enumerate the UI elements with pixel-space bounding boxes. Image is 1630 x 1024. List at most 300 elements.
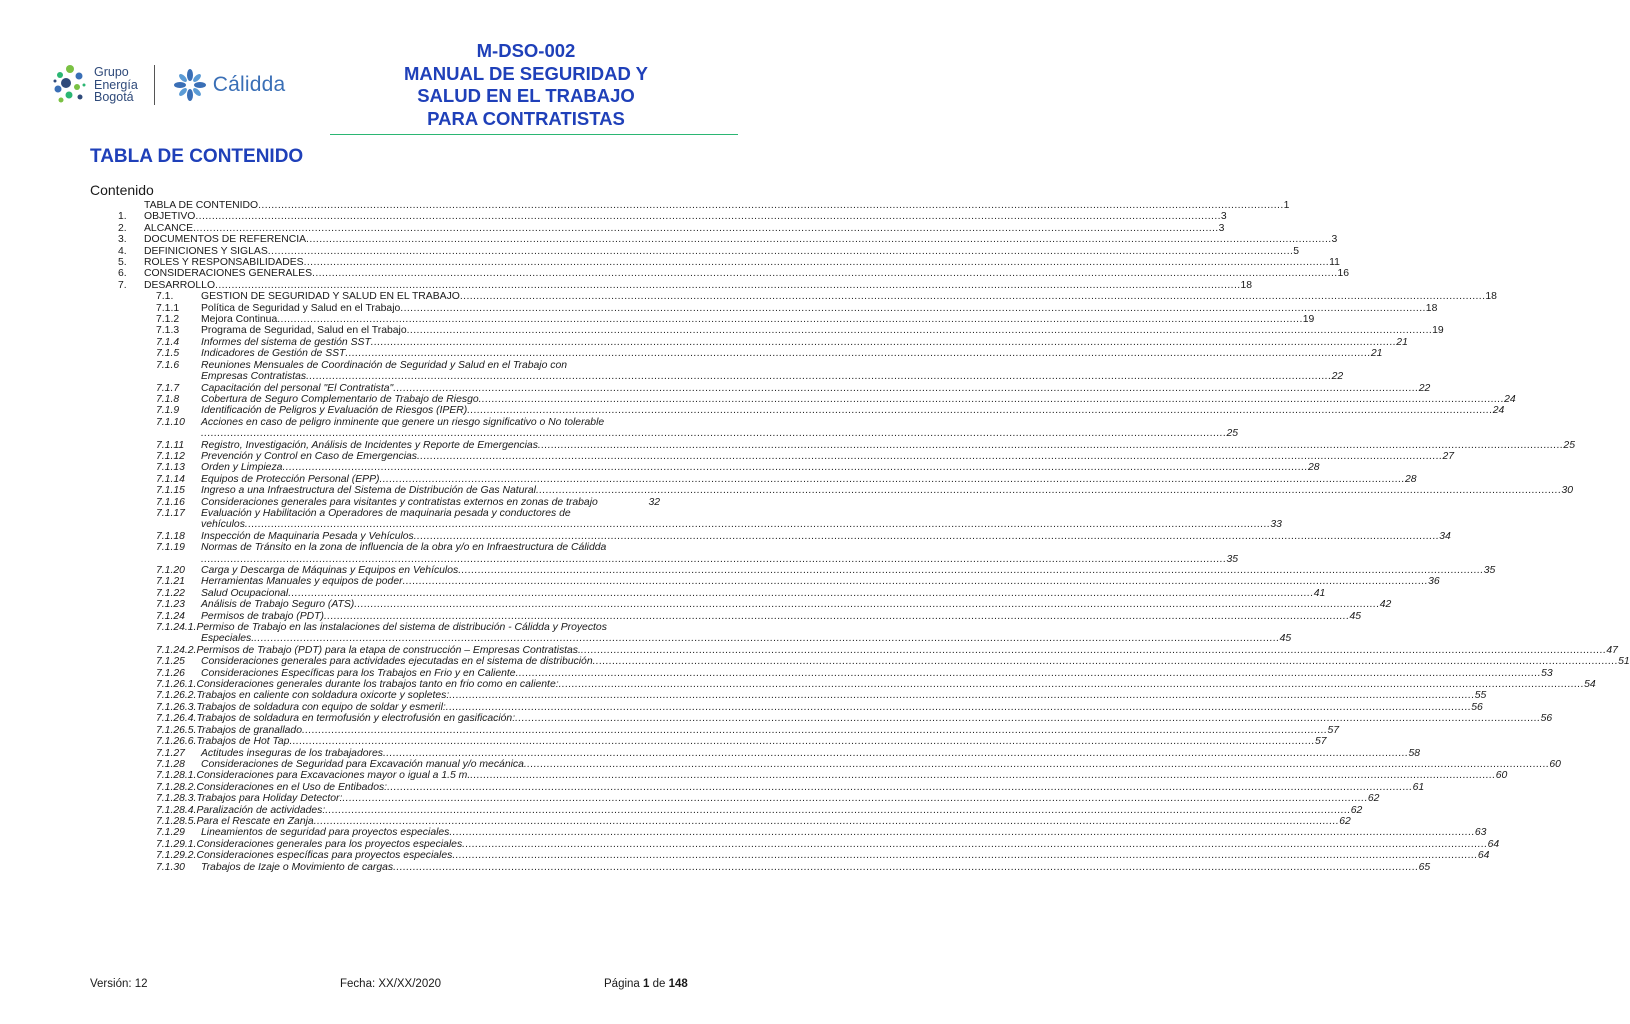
toc-leader-dots (387, 782, 1413, 793)
toc-entry-title: Análisis de Trabajo Seguro (ATS) (201, 599, 355, 611)
toc-entry-title: Inspección de Maquinaria Pesada y Vehículos (201, 530, 414, 542)
toc-entry[interactable] (156, 302, 1438, 314)
toc-entry-title: Ingreso a una Infraestructura del Sistema de Distribución de Gas Natural (201, 485, 536, 497)
toc-entry-title: DOCUMENTOS DE REFERENCIA (144, 234, 307, 246)
toc-leader-dots (289, 736, 1315, 747)
toc-entry-number: 7.1.18 (156, 530, 185, 542)
toc-entry-page: 28 (1404, 473, 1417, 485)
toc-entry-number: 7.1.27 (156, 747, 185, 759)
toc-entry[interactable] (156, 291, 1497, 303)
toc-leader-dots (245, 519, 1271, 530)
toc-entry-title: Mejora Continua (201, 314, 278, 326)
calidda-logo (173, 68, 286, 102)
toc-leader-dots (393, 383, 1419, 394)
toc-entry-page: 1 (1283, 200, 1290, 211)
toc-entry-page: 41 (1313, 587, 1326, 599)
toc-entry-title: Registro, Investigación, Análisis de Incidentes y Reporte de Emergencias (201, 439, 538, 451)
toc-entry[interactable] (156, 770, 1508, 782)
toc-entry[interactable] (156, 644, 1618, 656)
geb-line-2: Energía (94, 77, 138, 92)
toc-entry-title: Capacitación del personal "El Contratista" (201, 382, 394, 394)
toc-entry-number: 7.1.22 (156, 587, 185, 599)
toc-entry-page: 3 (1331, 234, 1338, 246)
toc-entry-page: 18 (1485, 291, 1497, 303)
toc-entry-page: 62 (1350, 804, 1363, 816)
toc-entry[interactable] (156, 804, 1363, 816)
geb-wordmark (94, 66, 138, 104)
toc-entry[interactable] (156, 838, 1500, 850)
toc-entry-title: Normas de Tránsito en la zona de influencia de la obra y/o en Infraestructura de Cálidda (201, 542, 607, 554)
toc-entry[interactable] (156, 701, 1483, 713)
toc-entry[interactable] (156, 599, 1392, 611)
toc-entry[interactable] (156, 473, 1417, 485)
toc-entry[interactable] (156, 485, 1574, 497)
toc-leader-dots (467, 405, 1493, 416)
toc-entry-number: 7.1.26.2. (156, 690, 197, 702)
toc-entry-number: 7.1.30 (156, 861, 185, 873)
toc-entry[interactable] (156, 667, 1553, 679)
toc-entry[interactable] (118, 222, 1225, 234)
toc-entry-number: 7.1.14 (156, 473, 185, 485)
toc-entry-title: Permiso de Trabajo en las instalaciones del sistema de distribución - Cálidda y Proyectos (196, 622, 607, 634)
toc-entry-number: 7.1.5 (156, 348, 180, 360)
logos (52, 62, 285, 108)
toc-leader-dots (354, 599, 1380, 610)
toc-entry-page: 57 (1314, 736, 1327, 748)
toc-entry-title: Herramientas Manuales y equipos de poder (201, 576, 403, 588)
toc-leader-dots (306, 234, 1332, 245)
toc-leader-dots (559, 679, 1585, 690)
toc-entry-number: 7.1.23 (156, 599, 185, 611)
toc-leader-dots (446, 702, 1472, 713)
toc-leader-dots (324, 611, 1350, 622)
toc-entry-page: 19 (1302, 314, 1315, 326)
toc-leader-dots (314, 816, 1340, 827)
toc-entry-number: 7.1.28.4. (156, 804, 197, 816)
toc-entry-page: 24 (1492, 405, 1505, 417)
toc-leader-dots (201, 554, 1227, 565)
toc-entry-title: Permisos de Trabajo (PDT) para la etapa de construcción – Empresas Contratistas. (196, 644, 581, 656)
toc-entry[interactable] (156, 850, 1490, 862)
toc-entry-title: OBJETIVO (144, 211, 196, 223)
toc-leader-dots (193, 223, 1219, 234)
toc-entry-continuation[interactable] (201, 519, 1282, 531)
document-code: M-DSO-002 (476, 40, 576, 61)
toc-entry-number: 7.1.21 (156, 576, 185, 588)
toc-entry-page: 11 (1329, 257, 1340, 269)
toc-leader-dots (538, 440, 1564, 451)
toc-entry[interactable] (156, 542, 660, 553)
toc-entry-title: Identificación de Peligros y Evaluación de Riesgos (IPER) (201, 405, 468, 417)
page-of: de (652, 978, 666, 990)
toc-leader-dots (452, 850, 1478, 861)
toc-entry[interactable] (156, 679, 1596, 691)
toc-entry-page: 62 (1367, 793, 1380, 805)
toc-entry-page: 64 (1477, 850, 1490, 862)
toc-entry-title: Para el Rescate en Zanja (196, 815, 314, 827)
toc-entry[interactable] (156, 439, 1575, 451)
toc-entry-title: Prevención y Control en Caso de Emergencias (201, 450, 418, 462)
toc-entry[interactable] (156, 405, 1505, 417)
toc-leader-dots (581, 645, 1607, 656)
toc-entry-title: Consideraciones generales para actividades ejecutadas en el sistema de distribución (201, 656, 593, 668)
document-header (330, 40, 722, 130)
toc-entry[interactable] (156, 736, 1327, 748)
toc-entry[interactable] (156, 724, 1340, 736)
table-of-contents (118, 200, 1630, 873)
toc-entry[interactable] (156, 462, 1320, 474)
toc-entry-title: DESARROLLO (144, 279, 216, 291)
toc-entry-number: 7.1. (156, 291, 174, 303)
toc-entry-title: Orden y Limpieza (201, 462, 283, 474)
toc-entry[interactable] (156, 827, 1487, 839)
toc-entry-number: 7.1.1 (156, 302, 180, 314)
toc-entry-number: 6. (118, 268, 127, 280)
toc-entry-title: Evaluación y Habilitación a Operadores de maquinaria pesada y conductores de (201, 507, 571, 519)
toc-entry[interactable] (156, 622, 660, 633)
toc-entry-number: 7.1.26 (156, 667, 185, 679)
toc-entry-number: 7.1.3 (156, 325, 180, 337)
toc-leader-dots (304, 257, 1330, 268)
toc-entry-number: 7.1.26.4. (156, 713, 197, 725)
toc-entry-title-continued: Empresas Contratistas (201, 371, 307, 383)
toc-entry-title: Permisos de trabajo (PDT) (201, 610, 324, 622)
toc-entry-number: 7.1.28.1. (156, 770, 197, 782)
toc-entry-number: 7.1.28.3. (156, 793, 197, 805)
toc-entry-number: 7.1.29.1. (156, 838, 197, 850)
toc-entry-title: Informes del sistema de gestión SST (201, 336, 371, 348)
toc-entry-number: 7.1.28 (156, 758, 185, 770)
toc-entry-number: 7.1.28.2. (156, 781, 197, 793)
calidda-wordmark: Cálidda (212, 73, 286, 96)
toc-entry-title-continued: vehículos (201, 519, 245, 531)
toc-entry-title: Política de Seguridad y Salud en el Trabajo (201, 302, 401, 314)
toc-leader-dots (393, 862, 1419, 873)
toc-entry-number: 7.1.25 (156, 656, 185, 668)
toc-entry-page: 27 (1442, 450, 1455, 462)
toc-entry-page: 21 (1396, 336, 1408, 348)
toc-entry-page: 3 (1220, 211, 1227, 223)
toc-entry-number: 7.1.24 (156, 610, 185, 622)
toc-entry-title: Consideraciones generales para visitantes y contratistas externos en zonas de trabajo (201, 496, 598, 508)
toc-entry-number: 7.1.29.2. (156, 850, 197, 862)
toc-entry[interactable] (156, 530, 1451, 542)
toc-entry[interactable] (156, 325, 1444, 337)
toc-leader-dots (458, 565, 1484, 576)
toc-leader-dots (515, 713, 1541, 724)
calidda-flower-icon (173, 68, 207, 102)
toc-entry[interactable] (156, 360, 660, 371)
toc-leader-dots (383, 748, 1409, 759)
toc-leader-dots (345, 348, 1371, 359)
toc-entry-number: 7.1.26.6. (156, 736, 197, 748)
toc-entry-title: Actitudes inseguras de los trabajadores (201, 747, 383, 759)
toc-entry-number: 7.1.11 (156, 439, 185, 451)
toc-leader-dots (414, 531, 1440, 542)
toc-entry[interactable] (156, 781, 1425, 793)
toc-leader-dots (302, 725, 1328, 736)
toc-leader-dots (306, 371, 1332, 382)
toc-entry-page: 35 (1483, 565, 1496, 576)
toc-entry[interactable] (156, 417, 660, 428)
toc-leader-dots (379, 474, 1405, 485)
toc-entry-number: 7.1.24.1. (156, 622, 197, 634)
toc-leader-dots (288, 588, 1314, 599)
toc-leader-dots (258, 200, 1284, 211)
toc-entry[interactable] (156, 348, 1383, 360)
toc-entry-page: 33 (1270, 519, 1282, 531)
toc-entry-page: 22 (1331, 371, 1344, 383)
toc-leader-dots (400, 303, 1426, 314)
toc-entry-page: 32 (648, 496, 660, 508)
toc-entry-number: 7.1.6 (156, 359, 180, 371)
toc-entry-number: 7.1.20 (156, 565, 185, 576)
toc-entry-number: 7.1.9 (156, 405, 180, 417)
toc-entry-page: 25 (1563, 439, 1575, 451)
toc-entry-page: 60 (1495, 770, 1508, 782)
toc-entry-page: 53 (1541, 667, 1553, 679)
toc-entry-page: 45 (1279, 633, 1292, 645)
toc-entry[interactable] (156, 450, 1455, 462)
toc-entry-page: 57 (1327, 724, 1340, 736)
toc-leader-dots (449, 690, 1475, 701)
toc-entry-page: 18 (1240, 279, 1253, 291)
toc-entry[interactable] (156, 587, 1326, 599)
toc-leader-dots (593, 656, 1619, 667)
toc-entry[interactable] (156, 815, 1351, 827)
grupo-energia-bogota-logo (52, 63, 138, 107)
toc-entry-page: 60 (1549, 758, 1561, 770)
toc-entry-page: 56 (1540, 713, 1553, 725)
toc-entry-number: 7.1.19 (156, 542, 185, 554)
toc-entry-number: 3. (118, 234, 127, 246)
toc-entry-title: Programa de Seguridad, Salud en el Trabajo (201, 325, 407, 337)
footer-date: Fecha: XX/XX/2020 (340, 978, 442, 990)
toc-entry-page: 22 (1418, 382, 1431, 394)
toc-entry-title: Trabajos en caliente con soldadura oxicorte y sopletes: (196, 690, 450, 702)
document-title-line-2: SALUD EN EL TRABAJO (417, 85, 635, 106)
toc-heading: TABLA DE CONTENIDO (90, 146, 304, 167)
toc-entry-title: Trabajos de soldadura en termofusión y electrofusión en gasificación: (196, 713, 516, 725)
toc-entry-page: 58 (1408, 747, 1421, 759)
toc-leader-dots (268, 246, 1294, 257)
toc-entry[interactable] (156, 382, 1431, 394)
geb-line-1: Grupo (94, 65, 129, 80)
toc-leader-dots (524, 759, 1550, 770)
toc-entry-title: Trabajos para Holiday Detector: (196, 793, 343, 805)
toc-leader-dots (462, 839, 1488, 850)
toc-leader-dots (470, 770, 1496, 781)
toc-entry-title: Acciones en caso de peligro inminente que genere un riesgo significativo o No tolerable (201, 416, 605, 428)
toc-entry-page: 35 (1226, 553, 1239, 565)
toc-entry-continuation[interactable] (201, 633, 1292, 645)
toc-entry-number: 7.1.29 (156, 827, 185, 839)
toc-entry-number: 5. (118, 257, 127, 269)
toc-entry[interactable] (118, 234, 1338, 246)
toc-entry-number: 7.1.26.3. (156, 701, 197, 713)
geb-molecule-icon (52, 63, 88, 107)
toc-entry-number: 7.1.4 (156, 336, 180, 348)
toc-entry-page: 56 (1471, 701, 1483, 713)
logo-separator (154, 65, 155, 105)
toc-entry-title: Salud Ocupacional (201, 587, 289, 599)
toc-entry[interactable] (156, 565, 1496, 576)
toc-leader-dots (254, 633, 1280, 644)
toc-entry-page: 47 (1606, 644, 1618, 656)
toc-entry-page: 65 (1418, 861, 1431, 873)
toc-entry[interactable] (156, 336, 1408, 348)
toc-entry-title: TABLA DE CONTENIDO (144, 200, 259, 211)
toc-entry[interactable] (156, 497, 660, 508)
toc-entry[interactable] (156, 690, 1487, 702)
toc-entry-title: Paralización de actividades: (196, 804, 326, 816)
toc-entry-page: 24 (1504, 393, 1516, 405)
toc-entry-number: 7.1.13 (156, 462, 185, 474)
header-rule (330, 134, 738, 135)
toc-leader-dots (536, 485, 1562, 496)
toc-entry-page: 5 (1293, 245, 1300, 257)
toc-entry-page: 42 (1379, 599, 1392, 611)
toc-leader-dots (201, 428, 1227, 439)
toc-entry-title: CONSIDERACIONES GENERALES (144, 268, 313, 280)
toc-entry[interactable] (156, 508, 660, 519)
toc-entry-title: Consideraciones generales durante los trabajos tanto en frio como en caliente: (196, 679, 559, 691)
toc-entry-page: 30 (1561, 485, 1574, 497)
toc-leader-dots (312, 268, 1338, 279)
toc-entry-continuation[interactable] (201, 553, 1239, 565)
toc-entry-title: Consideraciones Específicas para los Trabajos en Frio y en Caliente (201, 667, 516, 679)
toc-entry-title: Trabajos de Izaje o Movimiento de cargas (201, 861, 394, 873)
toc-entry-number: 7.1.28.5. (156, 815, 197, 827)
toc-entry-title: ALCANCE (144, 222, 194, 234)
toc-entry[interactable] (156, 758, 1561, 770)
toc-entry-title: Trabajos de granallado (196, 724, 302, 736)
toc-entry-number: 7.1.26.5. (156, 724, 197, 736)
toc-entry-title: Lineamientos de seguridad para proyectos especiales (201, 827, 450, 839)
toc-entry-title: Consideraciones para Excavaciones mayor o igual a 1.5 m. (196, 770, 471, 782)
toc-entry-title: Trabajos de Hot Tap (196, 736, 290, 748)
toc-entry-page: 21 (1370, 348, 1383, 360)
toc-entry-number: 7.1.16 (156, 496, 185, 508)
toc-leader-dots (449, 827, 1475, 838)
toc-entry[interactable] (118, 211, 1227, 223)
toc-entry-title: Equipos de Protección Personal (EPP) (201, 473, 380, 485)
toc-entry[interactable] (156, 393, 1516, 405)
toc-entry-page: 28 (1307, 462, 1320, 474)
toc-entry-page: 64 (1487, 838, 1500, 850)
toc-entry[interactable] (118, 268, 1350, 280)
toc-leader-dots (371, 337, 1397, 348)
toc-entry-title: Cobertura de Seguro Complementario de Trabajo de Riesgo (201, 393, 479, 405)
page-current: 1 (643, 978, 650, 990)
toc-entry-number: 7.1.10 (156, 416, 185, 428)
toc-entry-title-continued: Especiales. (201, 633, 255, 645)
toc-entry-page: 45 (1349, 610, 1362, 622)
toc-leader-dots (277, 314, 1303, 325)
toc-entry-page: 54 (1584, 679, 1596, 691)
toc-leader-dots (516, 668, 1542, 679)
toc-entry[interactable] (156, 861, 1431, 873)
toc-entry-title: Trabajos de soldadura con equipo de soldar y esmeril: (196, 701, 446, 713)
toc-entry-title: DEFINICIONES Y SIGLAS (144, 245, 268, 257)
toc-entry-number: 4. (118, 245, 127, 257)
toc-leader-dots (325, 805, 1351, 816)
toc-entry-continuation[interactable] (201, 371, 1344, 383)
toc-entry-page: 25 (1226, 428, 1239, 440)
toc-entry-title: Consideraciones en el Uso de Entibados: (196, 781, 388, 793)
geb-line-3: Bogotá (94, 90, 134, 105)
toc-entry-title: Reuniones Mensuales de Coordinación de Seguridad y Salud en el Trabajo con (201, 359, 568, 371)
toc-entry-title: ROLES Y RESPONSABILIDADES (144, 257, 304, 269)
toc-leader-dots (282, 462, 1308, 473)
toc-entry[interactable] (156, 793, 1380, 805)
toc-leader-dots (215, 280, 1241, 291)
toc-entry-number: 7.1.15 (156, 485, 185, 497)
toc-entry-page: 62 (1339, 815, 1351, 827)
toc-entry-number: 7.1.26.1. (156, 679, 197, 691)
toc-entry-page: 51 (1618, 656, 1630, 668)
toc-leader-dots (417, 451, 1443, 462)
toc-entry[interactable] (156, 610, 1362, 622)
toc-leader-dots (195, 211, 1221, 222)
toc-entry[interactable] (156, 314, 1315, 326)
toc-entry-title: GESTION DE SEGURIDAD Y SALUD EN EL TRABAJO (201, 291, 460, 303)
toc-entry-continuation[interactable] (201, 428, 1239, 440)
toc-entry-page: 18 (1425, 302, 1438, 314)
toc-leader-dots (407, 325, 1433, 336)
toc-entry-page: 19 (1432, 325, 1444, 337)
toc-entry[interactable] (156, 656, 1630, 668)
toc-entry-number: 1. (118, 211, 127, 223)
toc-entry-number: 7.1.12 (156, 450, 185, 462)
toc-entry-number: 7.1.24.2. (156, 644, 197, 656)
toc-entry-page: 55 (1474, 690, 1487, 702)
toc-entry-title: Consideraciones generales para los proyectos especiales (196, 838, 463, 850)
toc-leader-dots (479, 394, 1505, 405)
contenido-label: Contenido (90, 182, 154, 198)
toc-entry-number: 7.1.17 (156, 507, 185, 519)
toc-entry-page: 61 (1412, 781, 1425, 793)
toc-entry-number: 7.1.7 (156, 382, 180, 394)
footer-version: Versión: 12 (90, 978, 148, 990)
toc-entry-number: 7.1.8 (156, 393, 180, 405)
toc-entry[interactable] (118, 200, 1290, 211)
toc-leader-dots (403, 576, 1429, 587)
toc-entry-page: 36 (1428, 576, 1440, 588)
toc-entry[interactable] (118, 245, 1300, 257)
toc-entry-title: Indicadores de Gestión de SST (201, 348, 346, 360)
toc-entry[interactable] (118, 257, 1340, 269)
toc-entry-title: Consideraciones específicas para proyectos especiales (196, 850, 453, 862)
toc-entry[interactable] (118, 279, 1253, 291)
page-total: 148 (668, 978, 688, 990)
toc-entry-page: 16 (1337, 268, 1350, 280)
toc-entry-title: Consideraciones de Seguridad para Excavación manual y/o mecánica (201, 758, 524, 770)
toc-entry[interactable] (156, 747, 1421, 759)
toc-entry-number: 7. (118, 279, 127, 291)
footer-page-number (604, 978, 688, 990)
toc-entry-page: 34 (1439, 530, 1451, 542)
toc-leader-dots (342, 793, 1368, 804)
toc-entry-page: 3 (1218, 222, 1225, 234)
toc-entry[interactable] (156, 713, 1553, 725)
document-title-line-1: MANUAL DE SEGURIDAD Y (404, 62, 648, 84)
page-prefix: Página (604, 978, 640, 990)
toc-entry-page: 63 (1474, 827, 1487, 839)
toc-entry-number: 7.1.2 (156, 314, 180, 326)
toc-entry[interactable] (156, 576, 1440, 588)
toc-entry-number: 2. (118, 222, 127, 234)
